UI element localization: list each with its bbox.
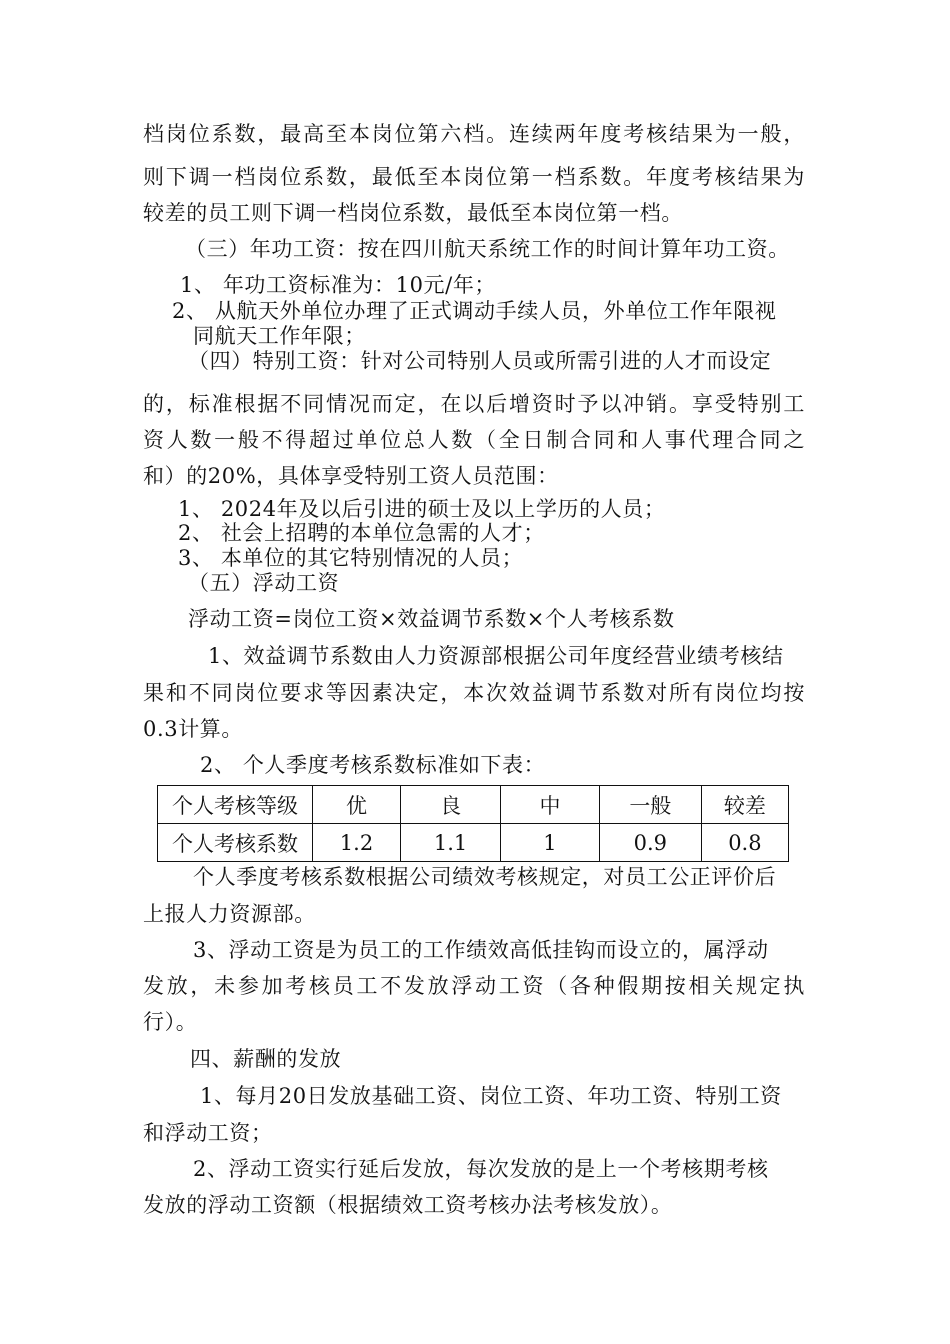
paragraph-line: 2、 个人季度考核系数标准如下表： [200,753,546,777]
list-item: 2、 社会上招聘的本单位急需的人才； [178,521,545,545]
list-item-continuation: 同航天工作年限； [193,324,366,348]
table-cell: 中 [501,786,600,824]
table-cell: 个人考核等级 [158,786,313,824]
table-header-row [158,786,789,824]
paragraph-line: 个人季度考核系数根据公司绩效考核规定，对员工公正评价后 [193,865,777,889]
table-cell: 较差 [701,786,788,824]
table-cell: 0.9 [599,824,701,862]
section-heading-annual-pay: （三）年功工资：按在四川航天系统工作的时间计算年功工资。 [185,237,790,261]
paragraph-line: 发放，未参加考核员工不发放浮动工资（各种假期按相关规定执 [143,974,805,998]
list-item: 1、 年功工资标准为：10元/年； [180,273,497,297]
section-heading-floating-pay: （五）浮动工资 [188,571,340,595]
paragraph-line: 行）。 [143,1010,198,1034]
table-cell: 一般 [599,786,701,824]
table-row [158,824,789,862]
paragraph-line: 和）的20%，具体享受特别工资人员范围： [143,464,559,488]
paragraph-line: 上报人力资源部。 [143,902,316,926]
section-heading-special-pay: （四）特别工资：针对公司特别人员或所需引进的人才而设定 [188,349,772,373]
paragraph-line: 1、每月20日发放基础工资、岗位工资、年功工资、特别工资 [200,1084,782,1108]
table-cell: 1 [501,824,600,862]
paragraph-line: 档岗位系数，最高至本岗位第六档。连续两年度考核结果为一般， [143,122,805,146]
table-cell: 个人考核系数 [158,824,313,862]
paragraph-line: 2、浮动工资实行延后发放，每次发放的是上一个考核期考核 [193,1157,769,1181]
formula-line: 浮动工资=岗位工资×效益调节系数×个人考核系数 [188,607,675,631]
paragraph-line: 1、效益调节系数由人力资源部根据公司年度经营业绩考核结 [208,644,784,668]
assessment-coefficient-table [157,785,789,862]
table-cell: 优 [312,786,400,824]
paragraph-line: 发放的浮动工资额（根据绩效工资考核办法考核发放）。 [143,1193,673,1217]
table-cell: 1.1 [401,824,501,862]
section-heading-payment: 四、薪酬的发放 [190,1047,342,1071]
paragraph-line: 的，标准根据不同情况而定，在以后增资时予以冲销。享受特别工 [143,392,805,416]
list-item: 1、 2024年及以后引进的硕士及以上学历的人员； [178,497,666,521]
list-item: 3、 本单位的其它特别情况的人员； [178,546,524,570]
table-cell: 良 [401,786,501,824]
paragraph-line: 则下调一档岗位系数，最低至本岗位第一档系数。年度考核结果为 [143,165,805,189]
paragraph-line: 资人数一般不得超过单位总人数（全日制合同和人事代理合同之 [143,428,805,452]
paragraph-line: 0.3计算。 [143,717,243,741]
list-item: 2、 从航天外单位办理了正式调动手续人员，外单位工作年限视 [172,299,777,323]
paragraph-line: 果和不同岗位要求等因素决定，本次效益调节系数对所有岗位均按 [143,681,805,705]
table-cell: 1.2 [312,824,400,862]
paragraph-line: 较差的员工则下调一档岗位系数，最低至本岗位第一档。 [143,201,683,225]
table-cell: 0.8 [701,824,788,862]
paragraph-line: 和浮动工资； [143,1121,273,1145]
paragraph-line: 3、浮动工资是为员工的工作绩效高低挂钩而设立的，属浮动 [193,938,769,962]
